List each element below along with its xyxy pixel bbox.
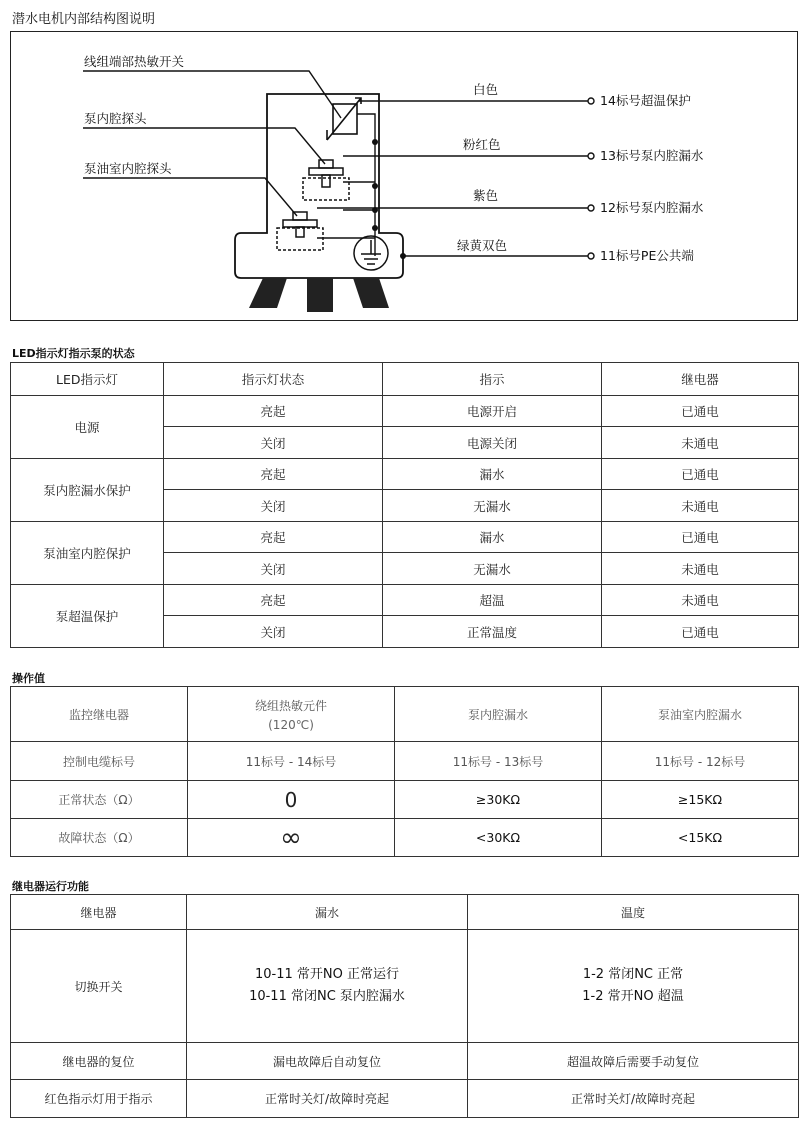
header-cell: 指示 bbox=[383, 363, 602, 396]
table-cell: 亮起 bbox=[164, 459, 383, 490]
table-cell: 关闭 bbox=[164, 427, 383, 459]
table-cell: 已通电 bbox=[602, 459, 799, 490]
table-row bbox=[11, 1080, 799, 1118]
table-cell: 漏电故障后自动复位 bbox=[187, 1043, 468, 1080]
table-cell: 超温故障后需要手动复位 bbox=[468, 1043, 799, 1080]
table-cell: <15KΩ bbox=[602, 819, 799, 857]
page-title: 潜水电机内部结构图说明 bbox=[12, 12, 156, 27]
table-cell: 电源开启 bbox=[383, 396, 602, 427]
table-cell: 11标号 - 12标号 bbox=[602, 742, 799, 781]
header-cell: 指示灯状态 bbox=[164, 363, 383, 396]
table-row bbox=[11, 742, 799, 781]
table-row bbox=[11, 895, 799, 930]
temp-line: 1-2 常开NO 超温 bbox=[582, 989, 684, 1004]
led-section-title: LED指示灯指示泵的状态 bbox=[12, 347, 135, 360]
table-cell: 控制电缆标号 bbox=[11, 742, 188, 781]
table-row bbox=[11, 363, 799, 396]
pump-probe-icon bbox=[303, 160, 349, 200]
table-cell: 未通电 bbox=[602, 490, 799, 522]
label-pump-probe: 泵内腔探头 bbox=[84, 111, 147, 126]
table-cell: 关闭 bbox=[164, 490, 383, 522]
temp-line: 1-2 常闭NC 正常 bbox=[582, 967, 684, 982]
header-sub: (120℃) bbox=[268, 717, 314, 732]
table-row bbox=[11, 819, 799, 857]
table-row bbox=[11, 687, 799, 742]
led-name-cell: 电源 bbox=[11, 396, 164, 459]
table-cell: 11标号 - 14标号 bbox=[188, 742, 395, 781]
relay-function-table bbox=[10, 894, 799, 1118]
wire-color-white: 白色 bbox=[473, 82, 499, 97]
motor-foot-right bbox=[353, 278, 389, 308]
table-cell: 漏水 bbox=[383, 522, 602, 553]
header-cell: 泵油室内腔漏水 bbox=[602, 687, 799, 742]
table-cell: 亮起 bbox=[164, 396, 383, 427]
wiring-diagram-svg bbox=[11, 32, 797, 320]
wire-color-pink: 粉红色 bbox=[463, 137, 501, 152]
table-cell: 未通电 bbox=[602, 553, 799, 585]
table-cell: 无漏水 bbox=[383, 490, 602, 522]
terminal-13: 13标号泵内腔漏水 bbox=[600, 148, 704, 163]
header-cell: 泵内腔漏水 bbox=[395, 687, 602, 742]
table-cell bbox=[187, 930, 468, 1043]
terminal-14: 14标号超温保护 bbox=[600, 93, 691, 108]
led-name-cell: 泵内腔漏水保护 bbox=[11, 459, 164, 522]
terminal-11: 11标号PE公共端 bbox=[600, 248, 694, 263]
terminal-12: 12标号泵内腔漏水 bbox=[600, 200, 704, 215]
table-cell: <30KΩ bbox=[395, 819, 602, 857]
table-cell: 切换开关 bbox=[11, 930, 187, 1043]
led-name-cell: 泵油室内腔保护 bbox=[11, 522, 164, 585]
table-cell: 已通电 bbox=[602, 396, 799, 427]
wire-junctions bbox=[372, 139, 406, 259]
callout-lines bbox=[83, 71, 341, 216]
header-cell: 继电器 bbox=[11, 895, 187, 930]
table-cell: 亮起 bbox=[164, 585, 383, 616]
table-cell: 已通电 bbox=[602, 616, 799, 648]
table-cell: 正常时关灯/故障时亮起 bbox=[187, 1080, 468, 1118]
table-row bbox=[11, 459, 799, 490]
header-cell bbox=[188, 687, 395, 742]
table-row bbox=[11, 930, 799, 1043]
table-cell: 正常状态（Ω） bbox=[11, 781, 188, 819]
table-cell: 亮起 bbox=[164, 522, 383, 553]
table-cell: 正常时关灯/故障时亮起 bbox=[468, 1080, 799, 1118]
relay-section-title: 继电器运行功能 bbox=[12, 880, 89, 893]
terminal-nodes bbox=[588, 98, 594, 259]
table-cell: 正常温度 bbox=[383, 616, 602, 648]
wire-color-purple: 紫色 bbox=[473, 188, 499, 203]
table-cell: ∞ bbox=[188, 819, 395, 857]
ground-icon bbox=[354, 236, 388, 270]
operation-values-table bbox=[10, 686, 799, 857]
header-cell: 漏水 bbox=[187, 895, 468, 930]
leak-line: 10-11 常闭NC 泵内腔漏水 bbox=[249, 989, 405, 1004]
table-cell: ≥15KΩ bbox=[602, 781, 799, 819]
table-row bbox=[11, 396, 799, 427]
table-row bbox=[11, 585, 799, 616]
table-cell: 超温 bbox=[383, 585, 602, 616]
table-cell: 继电器的复位 bbox=[11, 1043, 187, 1080]
table-cell: 红色指示灯用于指示 bbox=[11, 1080, 187, 1118]
table-cell: 无漏水 bbox=[383, 553, 602, 585]
table-row bbox=[11, 522, 799, 553]
table-cell: ≥30KΩ bbox=[395, 781, 602, 819]
motor-structure-diagram bbox=[10, 31, 798, 321]
header-main: 绕组热敏元件 bbox=[254, 698, 327, 713]
table-cell bbox=[468, 930, 799, 1043]
header-cell: 监控继电器 bbox=[11, 687, 188, 742]
table-cell: 关闭 bbox=[164, 616, 383, 648]
motor-foot-center bbox=[307, 278, 333, 312]
header-cell: 继电器 bbox=[602, 363, 799, 396]
table-cell: 未通电 bbox=[602, 585, 799, 616]
table-cell: 关闭 bbox=[164, 553, 383, 585]
internal-wiring bbox=[317, 114, 375, 256]
table-cell: 故障状态（Ω） bbox=[11, 819, 188, 857]
label-oil-probe: 泵油室内腔探头 bbox=[84, 161, 172, 176]
label-thermal-switch: 线组端部热敏开关 bbox=[84, 54, 185, 69]
led-status-table bbox=[10, 362, 799, 648]
table-row bbox=[11, 1043, 799, 1080]
table-cell: 0 bbox=[188, 781, 395, 819]
header-cell: 温度 bbox=[468, 895, 799, 930]
ops-section-title: 操作值 bbox=[12, 672, 45, 685]
table-cell: 已通电 bbox=[602, 522, 799, 553]
header-cell: LED指示灯 bbox=[11, 363, 164, 396]
oil-probe-icon bbox=[277, 212, 323, 250]
leak-line: 10-11 常开NO 正常运行 bbox=[255, 967, 399, 982]
table-cell: 漏水 bbox=[383, 459, 602, 490]
motor-foot-left bbox=[249, 278, 287, 308]
table-row bbox=[11, 781, 799, 819]
led-name-cell: 泵超温保护 bbox=[11, 585, 164, 648]
table-cell: 电源关闭 bbox=[383, 427, 602, 459]
table-cell: 未通电 bbox=[602, 427, 799, 459]
table-cell: 11标号 - 13标号 bbox=[395, 742, 602, 781]
wire-color-green-yellow: 绿黄双色 bbox=[457, 238, 508, 253]
